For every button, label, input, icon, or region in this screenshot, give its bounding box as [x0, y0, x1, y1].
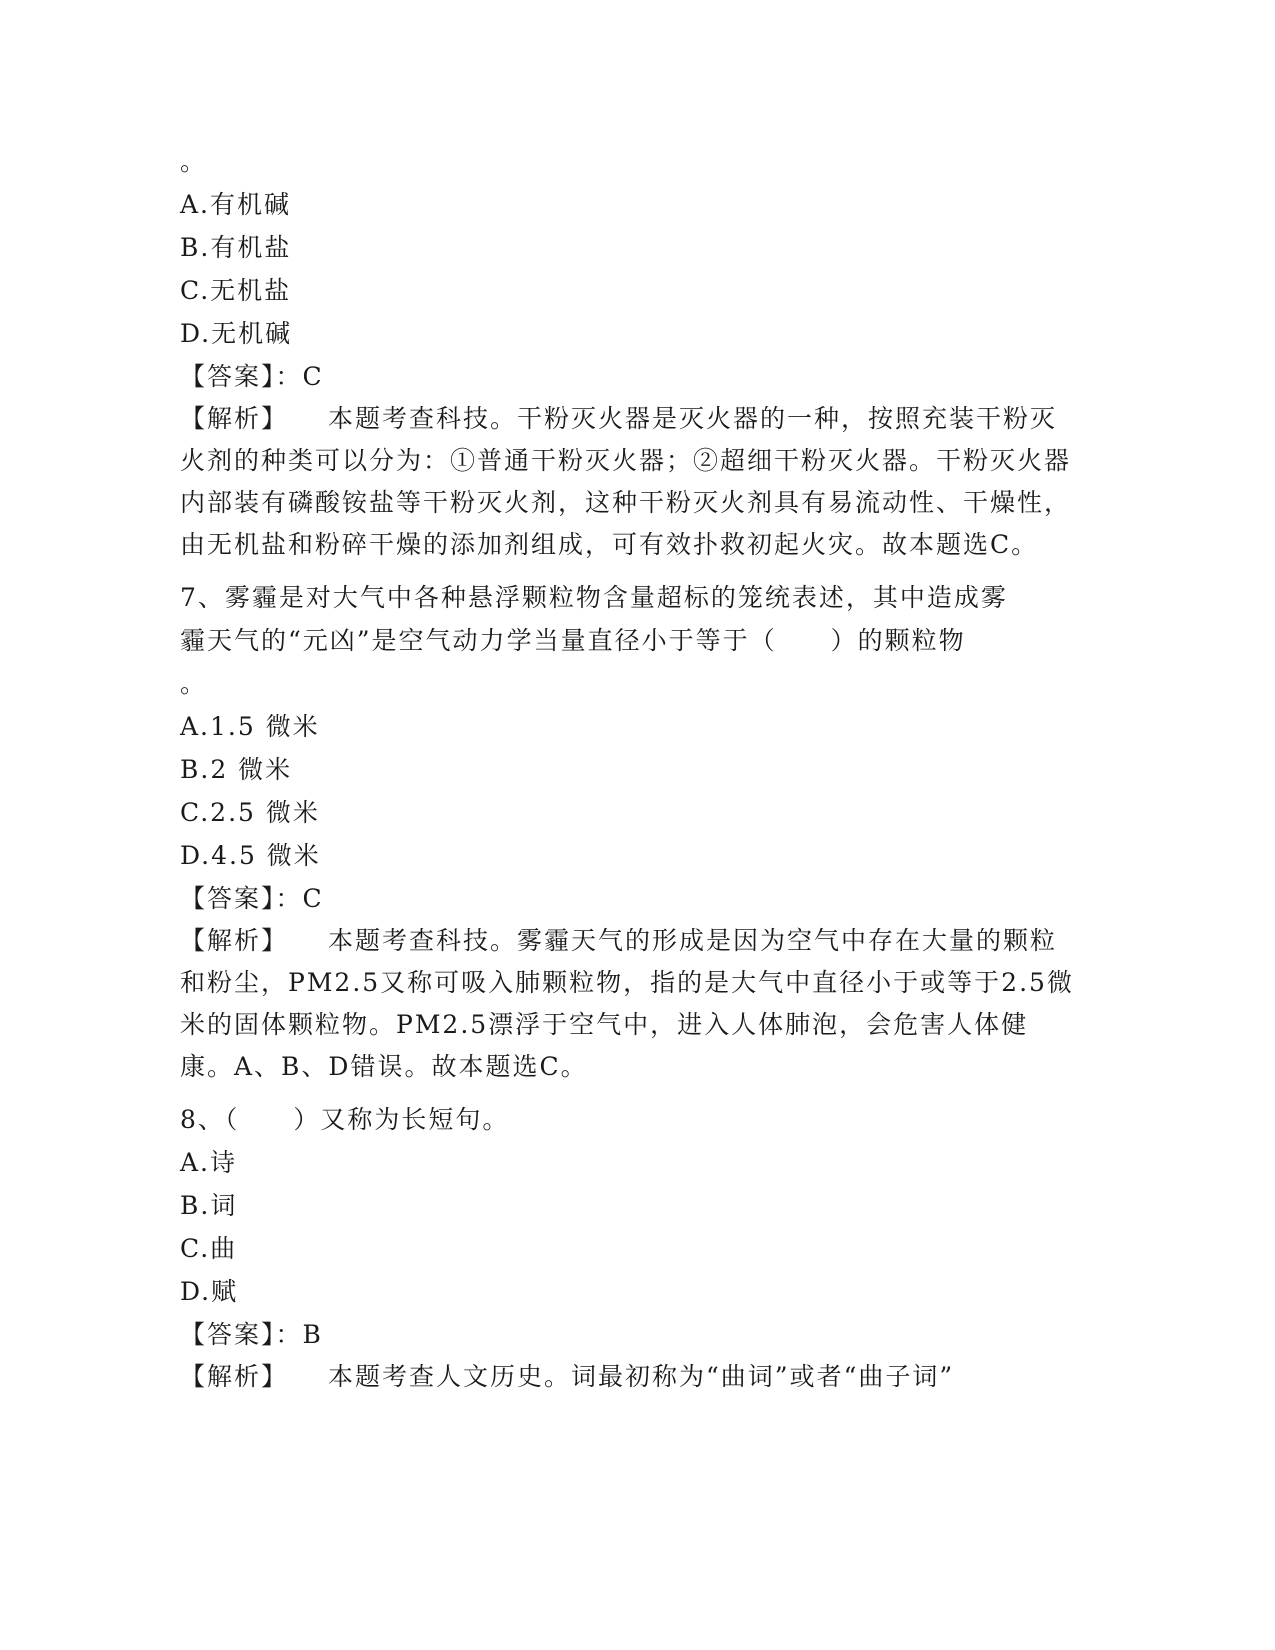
q6-option-c: C.无机盐 [180, 276, 292, 305]
q8-option-c: C.曲 [180, 1234, 238, 1263]
q7-option-b: B.2 微米 [180, 755, 293, 784]
q7-analysis [180, 920, 1080, 1088]
q7-analysis-text: 本题考查科技。雾霾天气的形成是因为空气中存在大量的颗粒和粉尘，PM2.5又称可吸入肺颗粒物，指的是大气中直径小于或等于2.5微米的固体颗粒物。PM2.5漂浮于空气中，进入人体肺泡，会危害人体健康。A、B、D错误。故本题选C。 [180, 926, 1074, 1081]
q6-answer-label: 【答案】 [180, 362, 276, 391]
q6-answer [180, 355, 1080, 398]
q7-answer-label: 【答案】 [180, 884, 276, 913]
q6-answer-value: ：C [275, 362, 324, 391]
q6-option-b: B.有机盐 [180, 233, 292, 262]
q8-answer [180, 1313, 1080, 1356]
q7-stem-end: 。 [180, 669, 208, 698]
q6-option-a: A.有机碱 [180, 190, 292, 219]
q7-analysis-label: 【解析】 [180, 926, 289, 955]
q7-option-d: D.4.5 微米 [180, 841, 321, 870]
q7-option-c: C.2.5 微米 [180, 798, 320, 827]
q7-answer [180, 877, 1080, 920]
q7-answer-value: ：C [275, 884, 324, 913]
q8-option-a: A.诗 [180, 1148, 238, 1177]
q8-option-b: B.词 [180, 1191, 238, 1220]
q6-analysis-text: 本题考查科技。干粉灭火器是灭火器的一种，按照充装干粉灭火剂的种类可以分为：①普通干粉灭火器；②超细干粉灭火器。干粉灭火器内部装有磷酸铵盐等干粉灭火剂，这种干粉灭火剂具有易流动性、干燥性，由无机盐和粉碎干燥的添加剂组成，可有效扑救初起火灾。故本题选C。 [180, 404, 1072, 559]
q8-analysis-text: 本题考查人文历史。词最初称为“曲词”或者“曲子词” [328, 1362, 955, 1391]
q8-analysis [180, 1356, 1080, 1398]
q6-stem-end: 。 [180, 147, 208, 176]
document-page [180, 140, 1080, 1398]
q8-analysis-label: 【解析】 [180, 1362, 289, 1391]
q8-stem: 8、（ ）又称为长短句。 [180, 1105, 510, 1134]
q8-answer-value: ：B [275, 1320, 323, 1349]
q7-stem-line1: 7、雾霾是对大气中各种悬浮颗粒物含量超标的笼统表述，其中造成雾 [180, 583, 1008, 612]
q7-option-a: A.1.5 微米 [180, 712, 320, 741]
q6-analysis [180, 398, 1080, 566]
q8-option-d: D.赋 [180, 1277, 239, 1306]
q8-answer-label: 【答案】 [180, 1320, 276, 1349]
q6-option-d: D.无机碱 [180, 319, 293, 348]
q6-analysis-label: 【解析】 [180, 404, 289, 433]
q7-stem-line2: 霾天气的“元凶”是空气动力学当量直径小于等于（ ）的颗粒物 [180, 626, 966, 655]
